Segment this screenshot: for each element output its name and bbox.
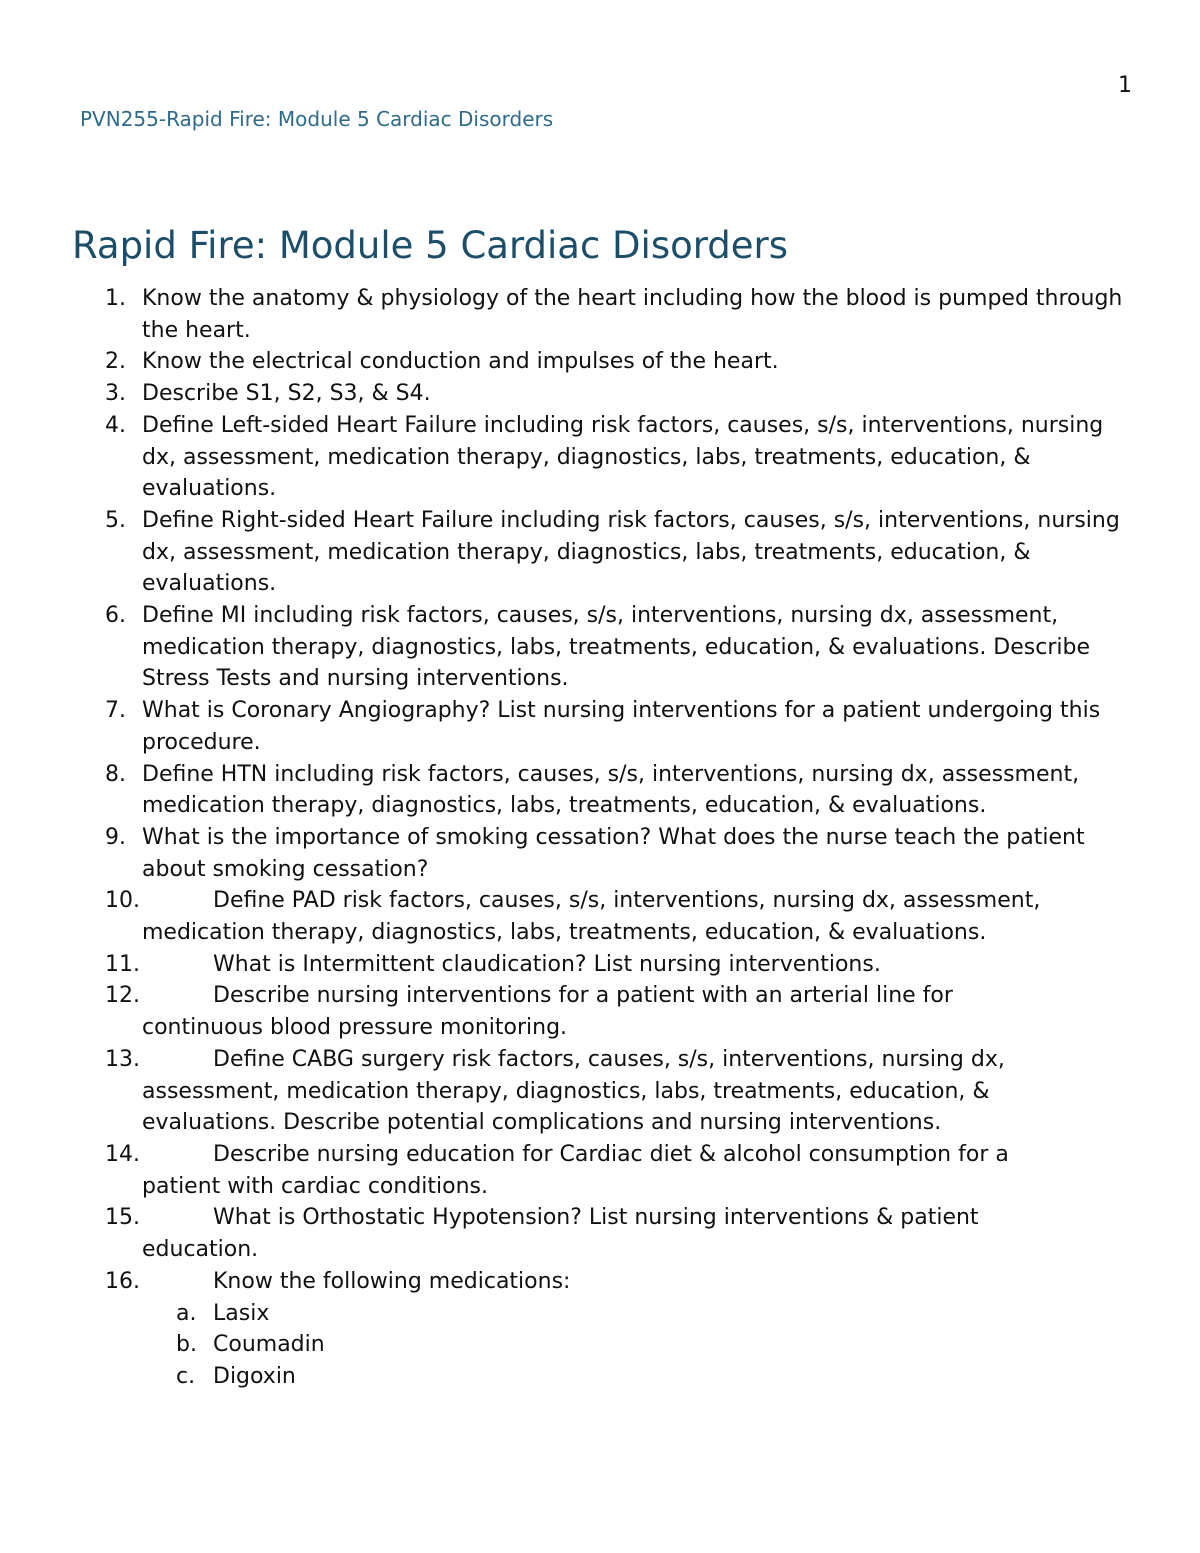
medication-name: Lasix bbox=[213, 1300, 270, 1326]
list-item-13 bbox=[0, 1044, 1200, 1139]
item-number: 6. bbox=[105, 603, 126, 629]
list-item-2 bbox=[0, 346, 1200, 378]
list-item-8 bbox=[0, 759, 1200, 822]
item-number: 5. bbox=[105, 507, 126, 533]
sub-item-letter: a. bbox=[176, 1300, 197, 1326]
item-text-continued: assessment, medication therapy, diagnostics, labs, treatments, education, & evaluations. Describe potential complications and nursing interventions. bbox=[142, 1078, 990, 1136]
medication-list bbox=[142, 1298, 1130, 1393]
item-number: 7. bbox=[105, 698, 126, 724]
question-list bbox=[0, 283, 1200, 1393]
running-header: PVN255-Rapid Fire: Module 5 Cardiac Disorders bbox=[80, 107, 554, 131]
page-number: 1 bbox=[1118, 73, 1132, 98]
item-text: Define Left-sided Heart Failure including risk factors, causes, s/s, interventions, nursing dx, assessment, medication therapy, diagnostics, labs, treatments, education, & evaluations. bbox=[142, 412, 1104, 502]
list-item-9 bbox=[0, 822, 1200, 885]
list-item-6 bbox=[0, 600, 1200, 695]
list-item-10 bbox=[0, 885, 1200, 948]
item-number: 11. bbox=[105, 951, 140, 977]
item-text-continued: medication therapy, diagnostics, labs, treatments, education, & evaluations. bbox=[142, 920, 987, 946]
item-number: 9. bbox=[105, 824, 126, 850]
list-item-15 bbox=[0, 1202, 1200, 1265]
list-item-14 bbox=[0, 1139, 1200, 1202]
item-text: Know the electrical conduction and impulses of the heart. bbox=[142, 349, 779, 375]
item-number: 2. bbox=[105, 349, 126, 375]
item-text: Describe S1, S2, S3, & S4. bbox=[142, 381, 431, 407]
item-text: Define HTN including risk factors, causes, s/s, interventions, nursing dx, assessment, medication therapy, diagnostics, labs, treatments, education, & evaluations. bbox=[142, 761, 1080, 819]
item-text-first-line: Know the following medications: bbox=[213, 1268, 571, 1294]
medication-item-coumadin bbox=[142, 1329, 1130, 1361]
list-item-3 bbox=[0, 378, 1200, 410]
item-text-first-line: Define PAD risk factors, causes, s/s, interventions, nursing dx, assessment, bbox=[213, 888, 1041, 914]
item-text-first-line: Define CABG surgery risk factors, causes, s/s, interventions, nursing dx, bbox=[213, 1046, 1005, 1072]
list-item-11 bbox=[0, 949, 1200, 981]
medication-name: Coumadin bbox=[213, 1332, 325, 1358]
item-text-first-line: Describe nursing interventions for a patient with an arterial line for bbox=[213, 983, 953, 1009]
item-text: What is the importance of smoking cessation? What does the nurse teach the patient about smoking cessation? bbox=[142, 824, 1085, 882]
item-text-continued: patient with cardiac conditions. bbox=[142, 1173, 489, 1199]
item-text-first-line: What is Intermittent claudication? List nursing interventions. bbox=[213, 951, 881, 977]
item-text-continued: continuous blood pressure monitoring. bbox=[142, 1015, 568, 1041]
medication-item-lasix bbox=[142, 1298, 1130, 1330]
item-text-continued: education. bbox=[142, 1237, 259, 1263]
item-text: What is Coronary Angiography? List nursing interventions for a patient undergoing this procedure. bbox=[142, 698, 1101, 755]
list-item-1 bbox=[0, 283, 1200, 346]
item-number: 13. bbox=[105, 1046, 140, 1072]
list-item-7 bbox=[0, 695, 1200, 758]
item-number: 3. bbox=[105, 381, 126, 407]
item-number: 4. bbox=[105, 412, 126, 438]
medication-name: Digoxin bbox=[213, 1363, 296, 1389]
list-item-16 bbox=[0, 1266, 1200, 1393]
list-item-5 bbox=[0, 505, 1200, 600]
sub-item-letter: b. bbox=[176, 1332, 197, 1358]
item-number: 16. bbox=[105, 1268, 140, 1294]
list-item-4 bbox=[0, 410, 1200, 505]
item-number: 1. bbox=[105, 286, 126, 311]
document-title: Rapid Fire: Module 5 Cardiac Disorders bbox=[72, 224, 789, 267]
item-text: Define MI including risk factors, causes, s/s, interventions, nursing dx, assessment, medication therapy, diagnostics, labs, treatments, education, & evaluations. Describe Stress Tests and nursing interventions. bbox=[142, 603, 1090, 692]
medication-item-digoxin bbox=[142, 1361, 1130, 1393]
sub-item-letter: c. bbox=[176, 1363, 196, 1389]
item-text-first-line: Describe nursing education for Cardiac diet & alcohol consumption for a bbox=[213, 1141, 1009, 1167]
item-number: 10. bbox=[105, 888, 140, 914]
item-number: 14. bbox=[105, 1141, 140, 1167]
list-item-12 bbox=[0, 980, 1200, 1043]
item-number: 12. bbox=[105, 983, 140, 1009]
item-text: Know the anatomy & physiology of the heart including how the blood is pumped through the heart. bbox=[142, 286, 1123, 343]
item-text: Define Right-sided Heart Failure including risk factors, causes, s/s, interventions, nursing dx, assessment, medication therapy, diagnostics, labs, treatments, education, & evaluations. bbox=[142, 507, 1120, 597]
item-number: 8. bbox=[105, 761, 126, 787]
item-text-first-line: What is Orthostatic Hypotension? List nursing interventions & patient bbox=[213, 1205, 979, 1231]
item-number: 15. bbox=[105, 1205, 140, 1231]
